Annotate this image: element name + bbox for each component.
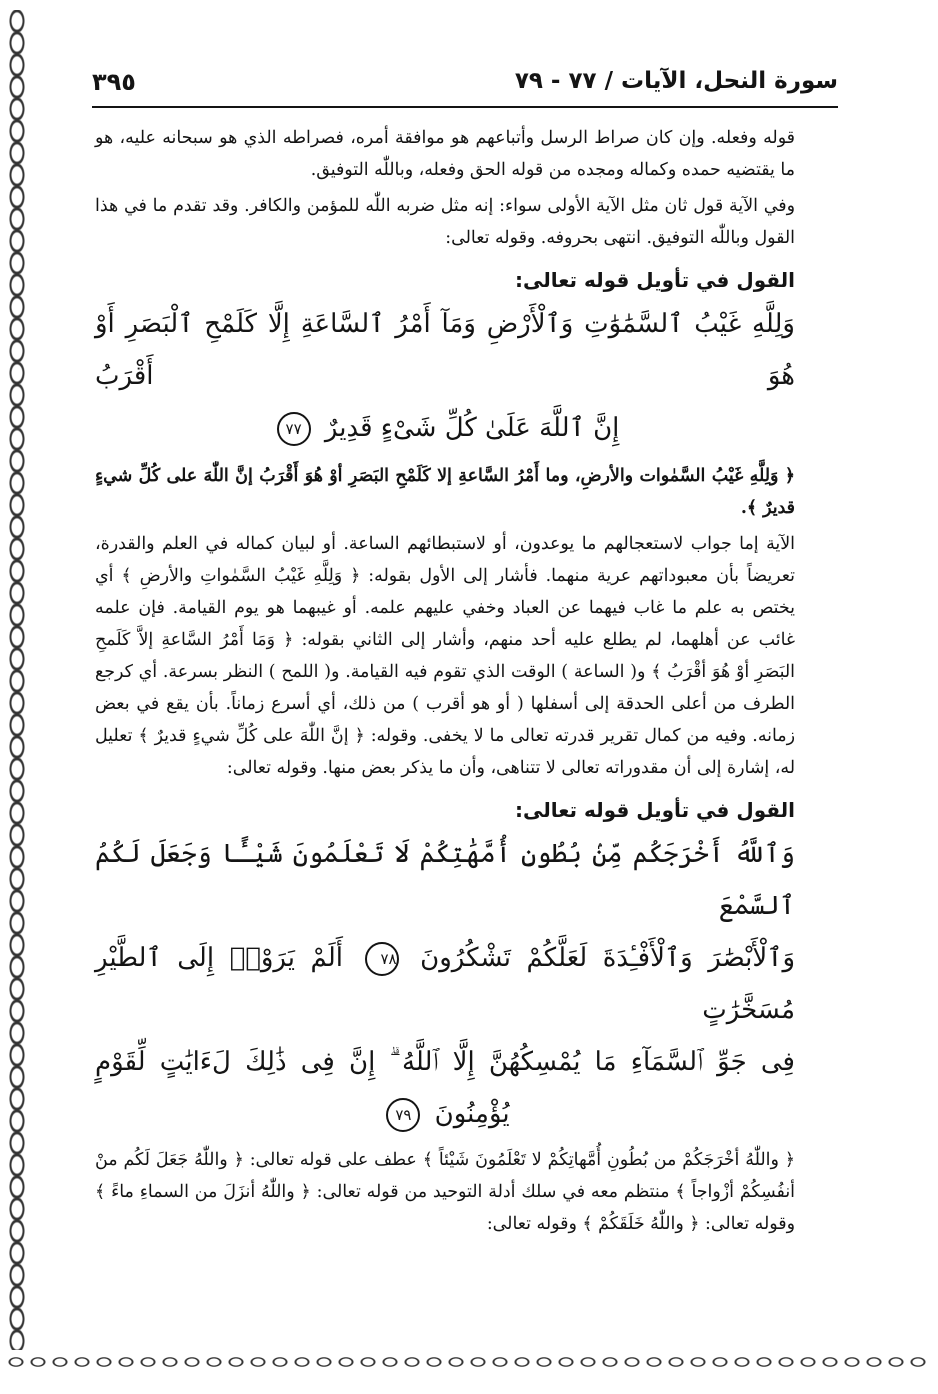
paragraph-4: الآية إما جواب لاستعجالهم ما يوعدون، أو لاستبطائهم الساعة. أو لبيان كماله في العلم والقدرة، تعريضاً بأن معبوداتهم عرية منهما. فأشار إلى الأول بقوله: ﴿ وَلِلَّهِ غَيْبُ السَّمٰواتِ والأرضِ ﴾ أي يختص به علم ما غاب فيهما عن العباد وخفي عليهم علمه. أو غيبهما هو يوم القيامة. فإن علمه غائب عن أهلهما، لم يطلع عليه أحد منهم، وأشار إلى الثاني بقوله: ﴿ وَمَا أَمْرُ السَّاعةِ إلاَّ كَلَمحِ البَصَرِ أوْ هُوَ أقْرَبُ ﴾ و( الساعة ) الوقت الذي تقوم فيه القيامة. و( اللمح ) النظر بسرعة. أي كرجع الطرف من أعلى الحدقة إلى أسفلها ( أو هو أقرب ) من ذلك، أي أسرع زماناً. بأن يقع في بعض زمانه. وفيه من كمال تقرير قدرته تعالى ما لا يخفى. وقوله: ﴿ إنَّ اللّٰهَ على كُلِّ شيءٍ قديرٌ ﴾ تعليل له، إشارة إلى أن مقدوراته تعالى لا تتناهى، وأن ما يذكر بعض منها. وقوله تعالى: — [95, 534, 795, 778]
ayah-number-78: ٧٨ — [365, 942, 399, 976]
decorative-border-left — [5, 10, 29, 1350]
page-number: ٣٩٥ — [92, 68, 136, 96]
ayah-number-79: ٧٩ — [386, 1098, 420, 1132]
header-divider — [92, 106, 838, 108]
decorative-border-bottom — [5, 1352, 930, 1372]
paragraph-1: قوله وفعله. وإن كان صراط الرسل وأتباعهم هو موافقة أمره، فصراطه الذي هو سبحانه عليه، هو ما يقتضيه حمده وكماله ومجده من قوله الحق وفعله، وباللّٰه التوفيق. — [95, 128, 795, 180]
verse-79-line-1-text: أَلَمْ يَرَوْا۟ إِلَى ٱلطَّيْرِ مُسَخَّرَٰتٍ — [95, 943, 795, 1025]
page-header — [92, 64, 838, 114]
quran-verses-78-79 — [95, 828, 795, 1140]
verse-77-line-1: وَلِلَّهِ غَيْبُ ٱلسَّمَٰوَٰتِ وَٱلْأَرْضِ وَمَآ أَمْرُ ٱلسَّاعَةِ إِلَّا كَلَمْحِ ٱلْبَصَرِ أَوْ هُوَ أَقْرَبُ — [95, 309, 795, 391]
verse-78-line-1: وَٱللَّهُ أَخْرَجَكُم مِّنۢ بُطُونِ أُمَّهَٰتِكُمْ لَا تَعْلَمُونَ شَيْـًٔا وَجَعَلَ لَكُمُ ٱلسَّمْعَ — [95, 839, 795, 921]
quran-verse-77 — [95, 298, 795, 454]
running-title: سورة النحل، الآيات / ٧٧ - ٧٩ — [514, 68, 838, 94]
verse-79-line-2 — [95, 1036, 795, 1140]
paragraph-2: وفي الآية قول ثان مثل الآية الأولى سواء: إنه مثل ضربه اللّٰه للمؤمن والكافر. وقد تقدم ما في هذا القول وباللّٰه التوفيق. انتهى بحروفه. وقوله تعالى: — [95, 196, 795, 248]
paragraph-3: ﴿ وَلِلَّهِ غَيْبُ السَّمٰوات والأرضِ، وما أَمْرُ السَّاعةِ إلا كَلَمْحِ البَصَرِ أوْ هُوَ أَقْرَبُ إنَّ اللّٰهَ على كُلِّ شيءٍ قديرٌ ﴾. — [95, 466, 795, 518]
paragraph-5: ﴿ واللّٰهُ أخْرَجَكُمْ من بُطُونِ أُمَّهاتِكُمْ لا تَعْلَمُونَ شَيْئاً ﴾ عطف على قوله تعالى: ﴿ واللّٰهُ جَعَلَ لَكُم منْ أنفُسِكُمْ أزْواجاً ﴾ منتظم معه في سلك أدلة التوحيد من قوله تعالى: ﴿ واللّٰهُ أنزَلَ من السماءِ ماءً ﴾ وقوله تعالى: ﴿ واللّٰهُ خَلَقَكُمْ ﴾ وقوله تعالى: — [95, 1150, 795, 1234]
page-body — [95, 122, 795, 1240]
section-heading-2: القول في تأويل قوله تعالى: — [515, 798, 795, 822]
verse-79-line-2-text: فِى جَوِّ ٱلسَّمَآءِ مَا يُمْسِكُهُنَّ إِلَّا ٱللَّهُ ۗ إِنَّ فِى ذَٰلِكَ لَءَايَٰتٍ لِّقَوْمٍ يُؤْمِنُونَ — [95, 1047, 795, 1129]
section-heading-1: القول في تأويل قوله تعالى: — [515, 268, 795, 292]
verse-78-line-2 — [95, 932, 795, 1036]
verse-77-line-2 — [95, 402, 795, 454]
verse-78-line-2-text: وَٱلْأَبْصَٰرَ وَٱلْأَفْـِٔدَةَ لَعَلَّكُمْ تَشْكُرُونَ — [420, 943, 796, 973]
ayah-number-77: ٧٧ — [277, 412, 311, 446]
verse-77-line-2-text: إِنَّ ٱللَّهَ عَلَىٰ كُلِّ شَىْءٍ قَدِيرٌ — [324, 413, 620, 443]
